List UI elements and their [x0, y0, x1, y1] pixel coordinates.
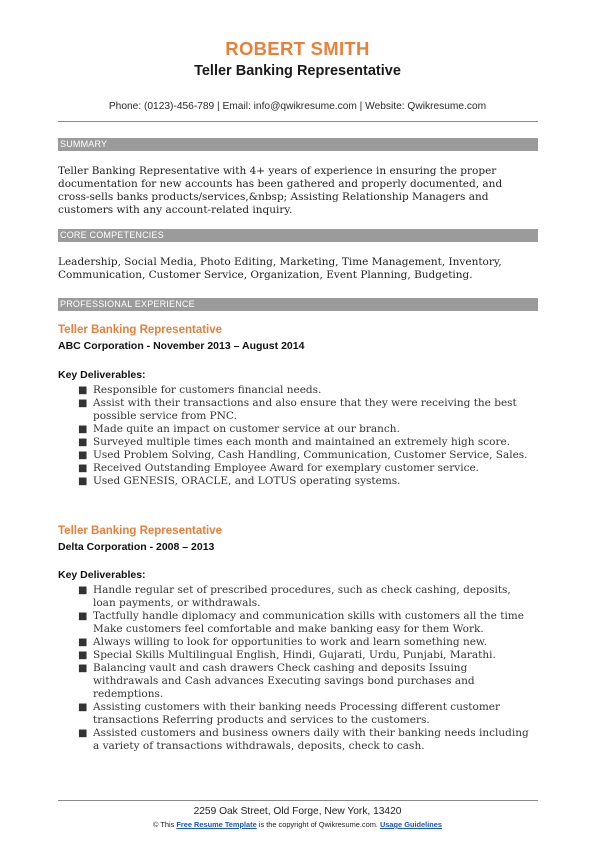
list-item: ■ Assist with their transactions and also ensure that they were receiving the best possible service from PNC.: [78, 397, 517, 422]
job-2-bullets: [78, 584, 540, 753]
competencies-line: Communication, Customer Service, Organization, Event Planning, Budgeting.: [58, 269, 473, 281]
summary-heading: SUMMARY: [58, 138, 538, 151]
free-resume-template-link[interactable]: Free Resume Template: [176, 820, 257, 829]
list-item: ■ Assisted customers and business owners daily with their banking needs including a variety of transactions withdrawals, deposits, check to cash.: [78, 727, 529, 752]
bullet-icon: ■: [78, 728, 88, 739]
list-item: ■ Received Outstanding Employee Award for exemplary customer service.: [78, 462, 479, 474]
list-item: ■ Used Problem Solving, Cash Handling, Communication, Customer Service, Sales.: [78, 449, 528, 461]
list-item: ■ Used GENESIS, ORACLE, and LOTUS operating systems.: [78, 475, 401, 487]
competencies-line: Leadership, Social Media, Photo Editing, Marketing, Time Management, Inventory,: [58, 256, 502, 268]
list-item: ■ Made quite an impact on customer service at our branch.: [78, 423, 400, 435]
list-item: ■ Balancing vault and cash drawers Check cashing and deposits Issuing withdrawals and Cash advances Executing savings bond purchases and redemptions.: [78, 662, 475, 700]
summary-line: cross-sells banks products/services,&nbsp; Assisting Relationship Managers and: [58, 191, 489, 203]
list-item: ■ Responsible for customers financial needs.: [78, 384, 322, 396]
competencies-heading: CORE COMPETENCIES: [58, 229, 538, 242]
bullet-icon: ■: [78, 663, 88, 674]
footer-address: 2259 Oak Street, Old Forge, New York, 13420: [193, 806, 402, 817]
list-item: ■ Always willing to look for opportunities to work and learn something new.: [78, 636, 487, 648]
experience-heading: PROFESSIONAL EXPERIENCE: [58, 298, 538, 311]
job-company: ABC Corporation - November 2013 – August 2014: [58, 340, 305, 352]
bullet-icon: ■: [78, 702, 88, 713]
job-company: Delta Corporation - 2008 – 2013: [58, 541, 215, 553]
bullet-icon: ■: [78, 437, 88, 448]
bullet-icon: ■: [78, 585, 88, 596]
key-deliverables-label: Key Deliverables:: [58, 569, 146, 581]
bullet-icon: ■: [78, 611, 88, 622]
footer-divider: [58, 800, 538, 801]
competencies-text: [58, 256, 540, 282]
list-item: ■ Special Skills Multilingual English, Hindi, Gujarati, Urdu, Punjabi, Marathi.: [78, 649, 496, 661]
candidate-name: ROBERT SMITH: [225, 38, 370, 59]
job-title: Teller Banking Representative: [58, 525, 223, 537]
bullet-icon: ■: [78, 450, 88, 461]
job-1-bullets: [78, 384, 540, 488]
bullet-icon: ■: [78, 637, 88, 648]
job-title: Teller Banking Representative: [58, 324, 223, 336]
contact-line: Phone: (0123)-456-789 | Email: info@qwikresume.com | Website: Qwikresume.com: [108, 101, 487, 112]
usage-guidelines-link[interactable]: Usage Guidelines: [379, 820, 443, 829]
summary-line: documentation for new accounts has been gathered and properly documented, and: [58, 178, 503, 190]
header-divider: [58, 121, 538, 122]
bullet-icon: ■: [78, 463, 88, 474]
bullet-icon: ■: [78, 424, 88, 435]
bullet-icon: ■: [78, 650, 88, 661]
summary-line: customers with any account-related inquiry.: [58, 204, 293, 216]
list-item: ■ Surveyed multiple times each month and maintained an extremely high score.: [78, 436, 511, 448]
bullet-icon: ■: [78, 476, 88, 487]
key-deliverables-label: Key Deliverables:: [58, 369, 146, 381]
list-item: ■ Handle regular set of prescribed procedures, such as check cashing, deposits, loan payments, or withdrawals.: [78, 584, 511, 609]
summary-line: Teller Banking Representative with 4+ years of experience in ensuring the proper: [58, 165, 497, 177]
bullet-icon: ■: [78, 385, 88, 396]
bullet-icon: ■: [78, 398, 88, 409]
list-item: ■ Assisting customers with their banking needs Processing different customer transactions Referring products and services to the customers.: [78, 701, 501, 726]
summary-text: [58, 165, 540, 217]
candidate-title: Teller Banking Representative: [194, 63, 401, 79]
list-item: ■ Tactfully handle diplomacy and communication skills with customers all the time Make customers feel comfortable and make banking easy for them Work.: [78, 610, 524, 635]
footer-copyright: © This Free Resume Template is the copyright of Qwikresume.com. Usage Guidelines: [152, 820, 443, 829]
